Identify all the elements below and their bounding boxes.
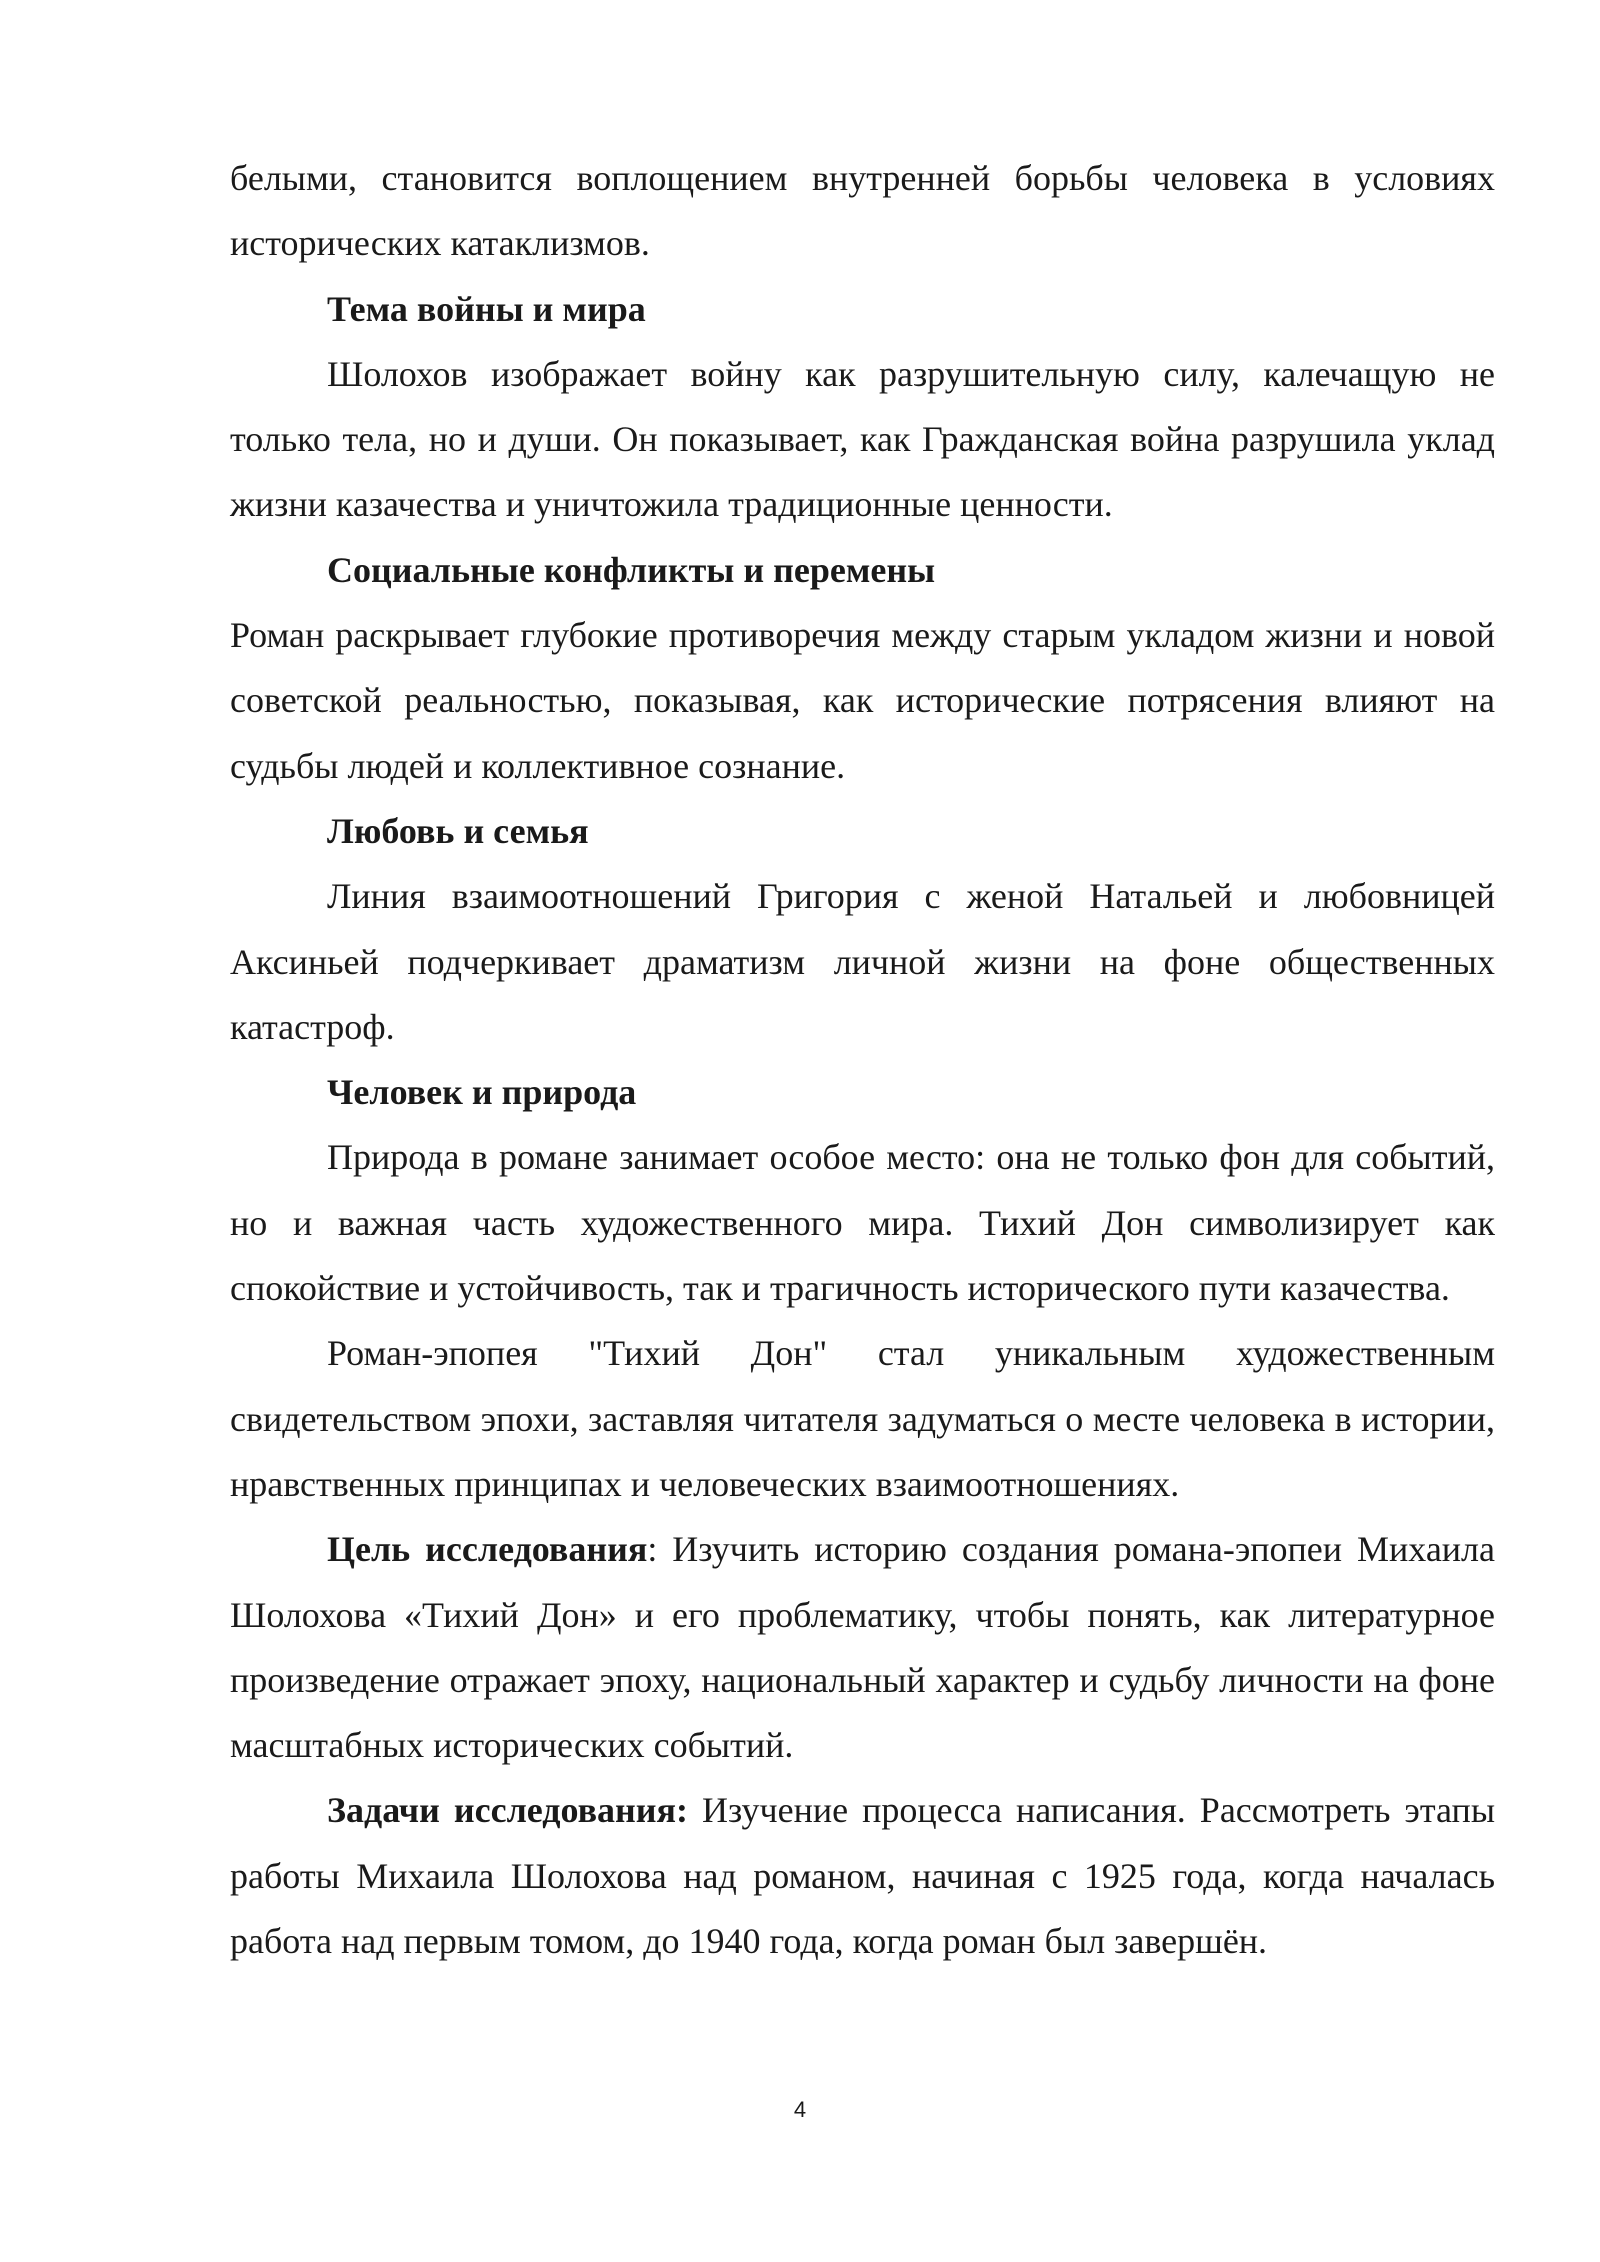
paragraph-research-goal [230,1517,1495,1778]
paragraph-continuation: белыми, становится воплощением внутренней борьбы человека в условиях исторических катаклизмов. [230,158,1495,264]
heading-man-and-nature: Человек и природа [327,1072,637,1113]
paragraph-social-conflicts: Роман раскрывает глубокие противоречия между старым укладом жизни и новой советской реальностью, показывая, как исторические потрясения влияют на судьбы людей и коллективное сознание. [230,615,1495,786]
heading-love-and-family: Любовь и семья [327,810,589,851]
paragraph-war-and-peace: Шолохов изображает войну как разрушительную силу, калечащую не только тела, но и души. Он показывает, как Гражданская война разрушила уклад жизни казачества и уничтожила традиционные ценности. [230,353,1495,525]
paragraph-man-and-nature: Природа в романе занимает особое место: она не только фон для событий, но и важная часть художественного мира. Тихий Дон символизирует как спокойствие и устойчивость, так и трагичность исторического пути казачества. [230,1137,1495,1309]
research-goal-text: : Изучить историю создания романа-эпопеи Михаила Шолохова «Тихий Дон» и его проблематику, чтобы понять, как литературное произведение отражает эпоху, национальный характер и судьбу личности на фоне масштабных исторических событий. [230,1529,1496,1766]
heading-war-and-peace: Тема войны и мира [327,288,646,329]
paragraph-research-tasks [230,1778,1495,1974]
heading-social-conflicts: Социальные конфликты и перемены [327,549,936,590]
page-body [230,146,1495,1974]
research-tasks-text: Изучение процесса написания. Рассмотреть этапы работы Михаила Шолохова над романом, начиная с 1925 года, когда началась работа над первым томом, до 1940 года, когда роман был завершён. [230,1790,1496,1962]
research-tasks-label: Задачи исследования: [327,1790,688,1831]
paragraph-conclusion: Роман-эпопея "Тихий Дон" стал уникальным художественным свидетельством эпохи, заставляя читателя задуматься о месте человека в истории, нравственных принципах и человеческих взаимоотношениях. [230,1333,1495,1504]
paragraph-love-and-family: Линия взаимоотношений Григория с женой Натальей и любовницей Аксиньей подчеркивает драматизм личной жизни на фоне общественных катастроф. [230,876,1495,1047]
research-goal-label: Цель исследования [327,1529,648,1570]
page-number: 4 [793,2097,807,2122]
